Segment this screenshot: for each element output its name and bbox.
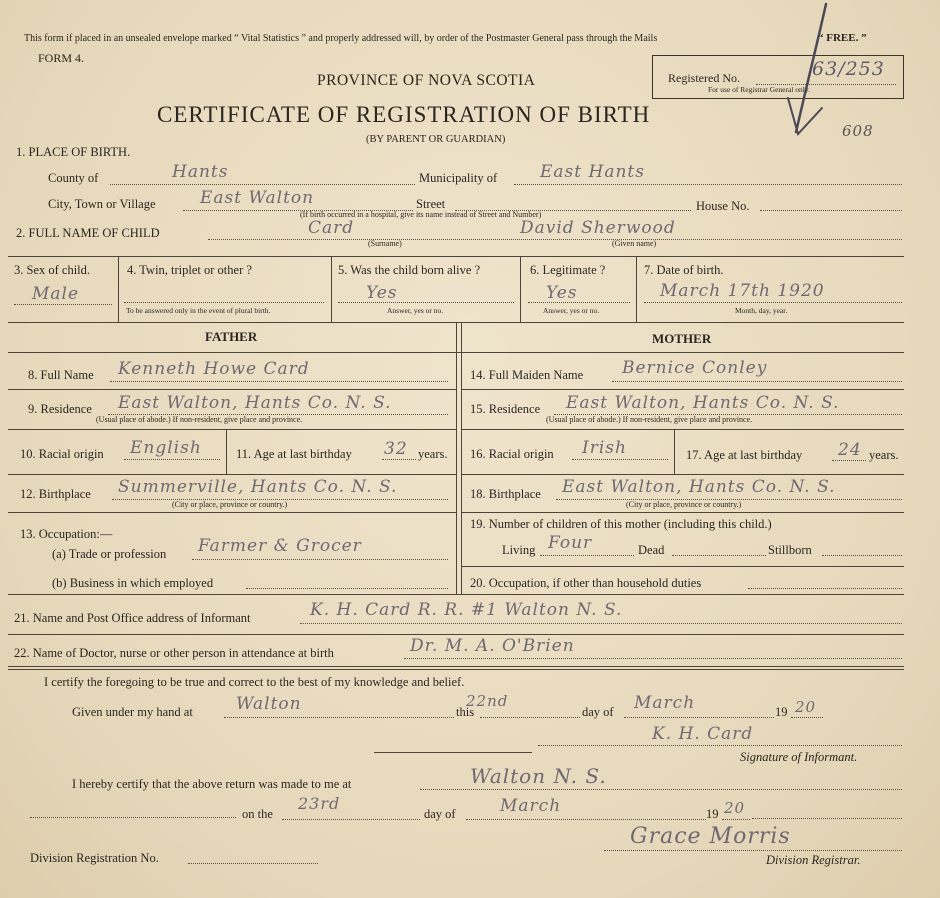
postal-free: “ FREE. ” bbox=[818, 32, 867, 44]
child-given-name: David Sherwood bbox=[520, 218, 676, 238]
registrar-day-of-label: day of bbox=[424, 807, 456, 821]
father-residence-note: (Usual place of abode.) If non-resident, give place and province. bbox=[96, 415, 303, 424]
mother-name-label: 14. Full Maiden Name bbox=[470, 368, 584, 382]
city-value: East Walton bbox=[200, 188, 315, 208]
city-label: City, Town or Village bbox=[48, 197, 156, 211]
registrar-use-note: For use of Registrar General only. bbox=[708, 85, 810, 94]
children-count-label: 19. Number of children of this mother (including this child.) bbox=[470, 517, 772, 531]
father-residence-value: East Walton, Hants Co. N. S. bbox=[118, 393, 392, 413]
informant-value: K. H. Card R. R. #1 Walton N. S. bbox=[310, 600, 623, 620]
mother-birthplace-label: 18. Birthplace bbox=[470, 487, 541, 501]
living-value: Four bbox=[548, 533, 593, 553]
doctor-label: 22. Name of Doctor, nurse or other person in attendance at birth bbox=[14, 646, 334, 660]
father-age-label: 11. Age at last birthday bbox=[236, 447, 352, 461]
municipality-value: East Hants bbox=[540, 162, 645, 182]
given-at-label: Given under my hand at bbox=[72, 705, 193, 719]
mother-age-label: 17. Age at last birthday bbox=[686, 448, 803, 462]
registrar-day: 23rd bbox=[298, 794, 341, 813]
born-alive-label: 5. Was the child born alive ? bbox=[338, 263, 481, 277]
sex-label: 3. Sex of child. bbox=[14, 263, 91, 277]
mother-age-unit: years. bbox=[869, 448, 899, 462]
informant-signature: K. H. Card bbox=[652, 724, 754, 744]
surname-caption: (Surname) bbox=[368, 239, 402, 248]
trade-label: (a) Trade or profession bbox=[52, 547, 167, 561]
twin-label: 4. Twin, triplet or other ? bbox=[127, 263, 252, 277]
registrar-place: Walton N. S. bbox=[470, 764, 607, 788]
mother-birthplace-value: East Walton, Hants Co. N. S. bbox=[562, 477, 836, 497]
postal-note: This form if placed in an unsealed envelope marked “ Vital Statistics ” and properly addressed will, by order of the Postmaster General pass through the Mails bbox=[24, 33, 658, 44]
hospital-note: (If birth occurred in a hospital, give its name instead of Street and Number) bbox=[300, 210, 542, 219]
given-day: 22nd bbox=[466, 692, 509, 710]
registered-number: 63/253 bbox=[812, 58, 885, 80]
division-registrar-caption: Division Registrar. bbox=[766, 853, 861, 867]
street-label: Street bbox=[416, 197, 446, 211]
division-registration-label: Division Registration No. bbox=[30, 851, 159, 865]
registrar-signature: Grace Morris bbox=[630, 824, 791, 849]
father-birthplace-value: Summerville, Hants Co. N. S. bbox=[118, 477, 398, 497]
given-caption: (Given name) bbox=[612, 239, 657, 248]
certificate-subtitle: (BY PARENT OR GUARDIAN) bbox=[366, 134, 506, 145]
given-at-place: Walton bbox=[236, 694, 302, 714]
corner-number: 608 bbox=[842, 122, 874, 140]
date-of-birth-label: 7. Date of birth. bbox=[644, 263, 724, 277]
registrar-year-prefix: 19 bbox=[706, 807, 719, 821]
place-of-birth-heading: 1. PLACE OF BIRTH. bbox=[16, 145, 131, 159]
given-day-of-label: day of bbox=[582, 705, 614, 719]
business-label: (b) Business in which employed bbox=[52, 576, 214, 590]
given-year-prefix: 19 bbox=[775, 705, 788, 719]
informant-signature-caption: Signature of Informant. bbox=[740, 750, 858, 764]
born-alive-value: Yes bbox=[366, 283, 398, 303]
municipality-label: Municipality of bbox=[419, 171, 498, 185]
date-of-birth-note: Month, day, year. bbox=[735, 306, 788, 315]
county-value: Hants bbox=[172, 162, 229, 182]
form-number: FORM 4. bbox=[38, 51, 85, 65]
legitimate-label: 6. Legitimate ? bbox=[530, 263, 606, 277]
mother-race-label: 16. Racial origin bbox=[470, 447, 554, 461]
dead-label: Dead bbox=[638, 543, 665, 557]
father-name-value: Kenneth Howe Card bbox=[118, 359, 310, 379]
sex-value: Male bbox=[32, 284, 80, 304]
father-race-label: 10. Racial origin bbox=[20, 447, 104, 461]
father-name-label: 8. Full Name bbox=[28, 368, 94, 382]
this-label: this bbox=[456, 705, 475, 719]
mother-race-value: Irish bbox=[582, 438, 627, 458]
informant-label: 21. Name and Post Office address of Informant bbox=[14, 611, 251, 625]
father-birthplace-note: (City or place, province or country.) bbox=[172, 500, 288, 509]
twin-note: To be answered only in the event of plural birth. bbox=[126, 306, 271, 315]
county-label: County of bbox=[48, 171, 99, 185]
registrar-statement: I hereby certify that the above return was made to me at bbox=[72, 777, 352, 791]
house-number-label: House No. bbox=[696, 199, 750, 213]
registrar-month: March bbox=[500, 796, 562, 816]
on-the-label: on the bbox=[242, 807, 273, 821]
mother-birthplace-note: (City or place, province or country.) bbox=[626, 500, 742, 509]
father-race-value: English bbox=[130, 438, 202, 458]
mother-name-value: Bernice Conley bbox=[622, 358, 768, 378]
province-heading: PROVINCE OF NOVA SCOTIA bbox=[317, 72, 536, 89]
stillborn-label: Stillborn bbox=[768, 543, 812, 557]
father-age-unit: years. bbox=[418, 447, 448, 461]
mother-residence-note: (Usual place of abode.) If non-resident, give place and province. bbox=[546, 415, 753, 424]
born-alive-note: Answer, yes or no. bbox=[387, 306, 444, 315]
father-residence-label: 9. Residence bbox=[28, 402, 92, 416]
mother-age-value: 24 bbox=[838, 440, 862, 460]
registered-label: Registered No. bbox=[668, 71, 740, 85]
father-age-value: 32 bbox=[384, 439, 408, 459]
certificate-title: CERTIFICATE OF REGISTRATION OF BIRTH bbox=[157, 102, 651, 127]
mother-residence-label: 15. Residence bbox=[470, 402, 541, 416]
living-label: Living bbox=[502, 543, 536, 557]
registrar-year: 20 bbox=[724, 799, 746, 817]
child-name-label: 2. FULL NAME OF CHILD bbox=[16, 226, 160, 240]
given-month: March bbox=[634, 693, 696, 713]
certification-statement: I certify the foregoing to be true and correct to the best of my knowledge and belief. bbox=[44, 675, 465, 689]
legitimate-note: Answer, yes or no. bbox=[543, 306, 600, 315]
child-surname: Card bbox=[308, 218, 355, 238]
occupation-label: 13. Occupation:— bbox=[20, 527, 113, 541]
doctor-value: Dr. M. A. O'Brien bbox=[410, 636, 575, 656]
mother-heading: MOTHER bbox=[652, 331, 712, 346]
date-of-birth-value: March 17th 1920 bbox=[660, 281, 825, 301]
trade-value: Farmer & Grocer bbox=[198, 536, 362, 556]
father-birthplace-label: 12. Birthplace bbox=[20, 487, 91, 501]
mother-occupation-label: 20. Occupation, if other than household duties bbox=[470, 576, 702, 590]
given-year: 20 bbox=[795, 698, 817, 716]
mother-residence-value: East Walton, Hants Co. N. S. bbox=[566, 393, 840, 413]
father-heading: FATHER bbox=[205, 329, 258, 344]
legitimate-value: Yes bbox=[546, 283, 578, 303]
